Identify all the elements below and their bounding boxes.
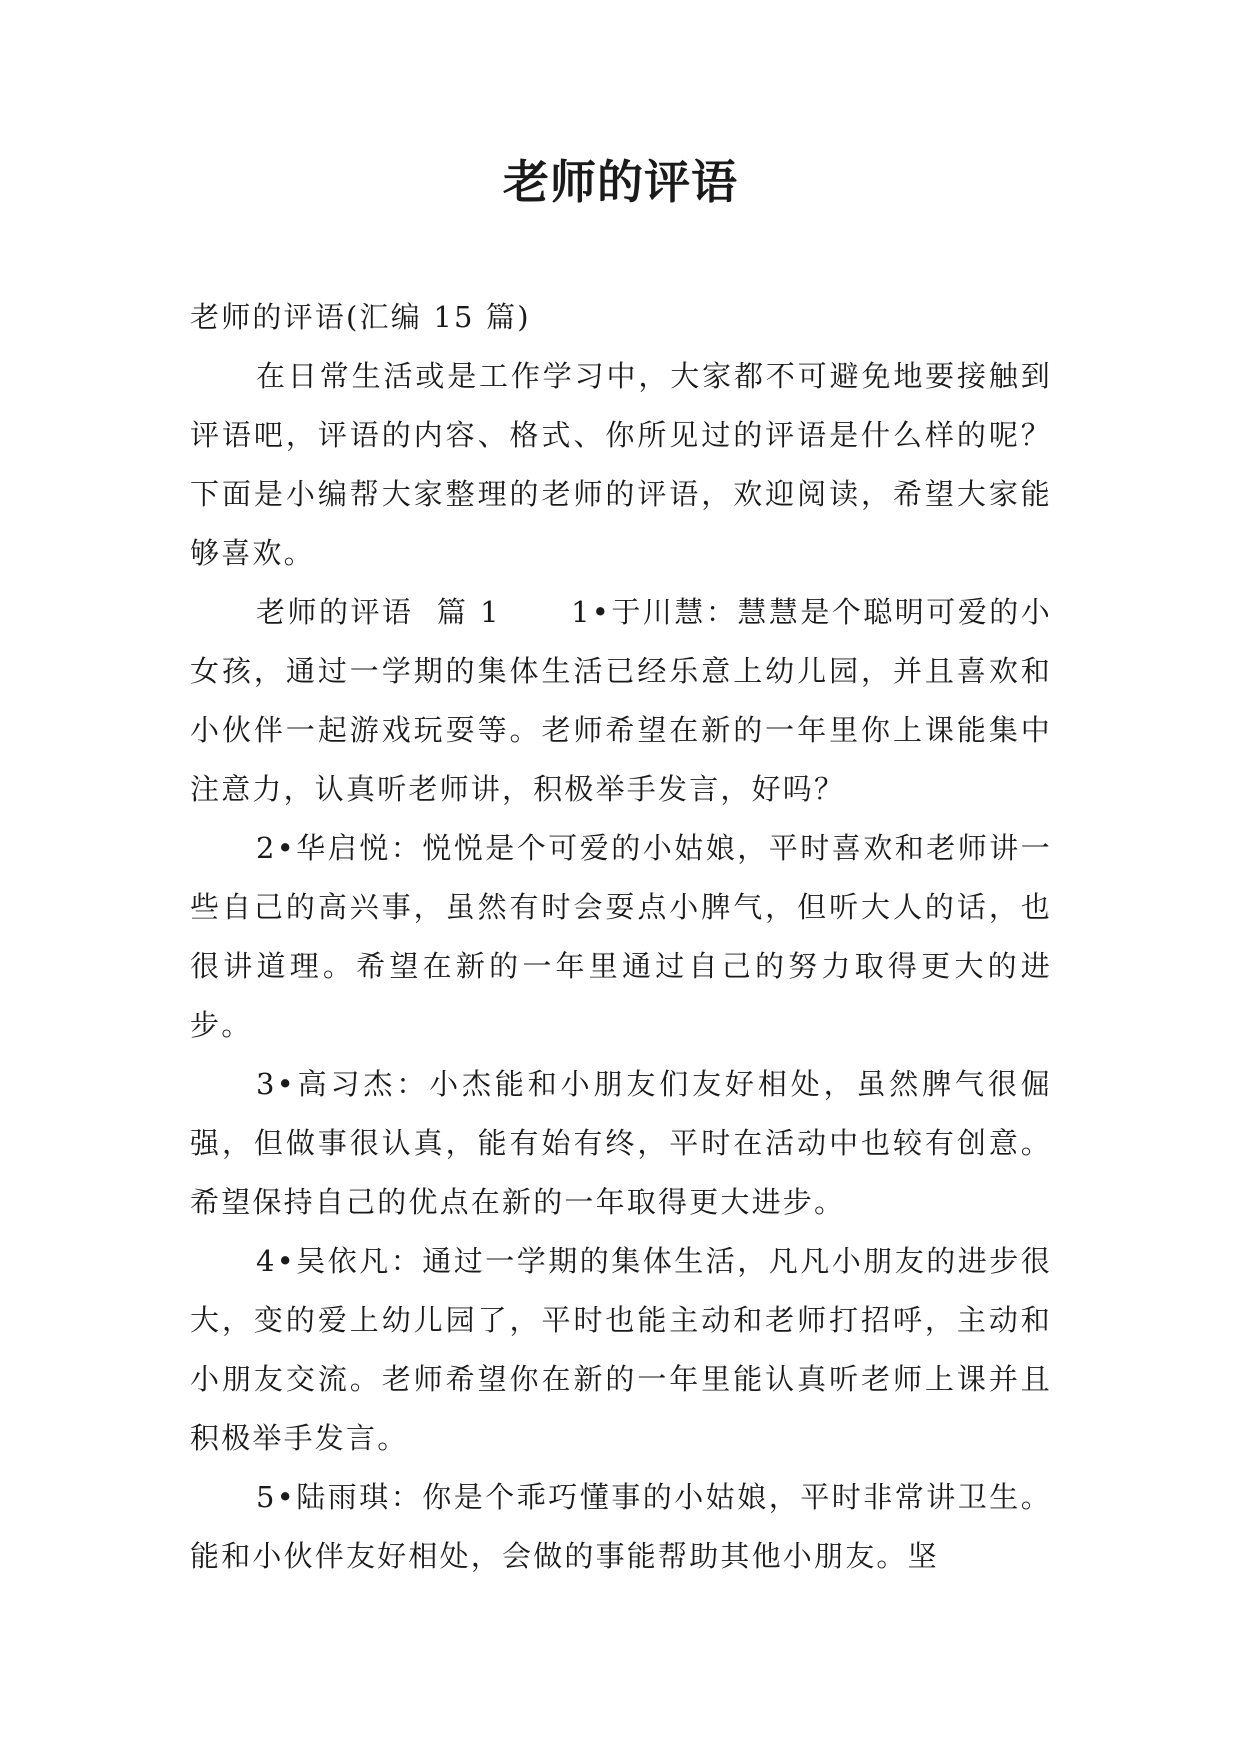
comment-paragraph-4: 4•吴依凡：通过一学期的集体生活，凡凡小朋友的进步很大，变的爱上幼儿园了，平时也能主动和老师打招呼，主动和小朋友交流。老师希望你在新的一年里能认真听老师上课并且积极举手发言。 <box>190 1244 1052 1455</box>
intro-paragraph: 在日常生活或是工作学习中，大家都不可避免地要接触到评语吧，评语的内容、格式、你所见过的评语是什么样的呢？下面是小编帮大家整理的老师的评语，欢迎阅读，希望大家能够喜欢。 <box>190 359 1052 570</box>
comment-paragraph-5: 5•陆雨琪：你是个乖巧懂事的小姑娘，平时非常讲卫生。能和小伙伴友好相处，会做的事能帮助其他小朋友。坚 <box>190 1480 1052 1573</box>
document-body <box>190 288 1052 1586</box>
document-title: 老师的评语 <box>503 155 738 209</box>
comment-paragraph-1: 老师的评语 篇 1 1•于川慧：慧慧是个聪明可爱的小女孩，通过一学期的集体生活已经乐意上幼儿园，并且喜欢和小伙伴一起游戏玩耍等。老师希望在新的一年里你上课能集中注意力，认真听老师讲，积极举手发言，好吗？ <box>190 595 1052 806</box>
comment-paragraph-3: 3•高习杰：小杰能和小朋友们友好相处，虽然脾气很倔强，但做事很认真，能有始有终，平时在活动中也较有创意。希望保持自己的优点在新的一年取得更大进步。 <box>190 1067 1052 1219</box>
document-subtitle: 老师的评语(汇编 15 篇) <box>190 300 531 334</box>
comment-paragraph-2: 2•华启悦：悦悦是个可爱的小姑娘，平时喜欢和老师讲一些自己的高兴事，虽然有时会耍点小脾气，但听大人的话，也很讲道理。希望在新的一年里通过自己的努力取得更大的进步。 <box>190 831 1052 1042</box>
